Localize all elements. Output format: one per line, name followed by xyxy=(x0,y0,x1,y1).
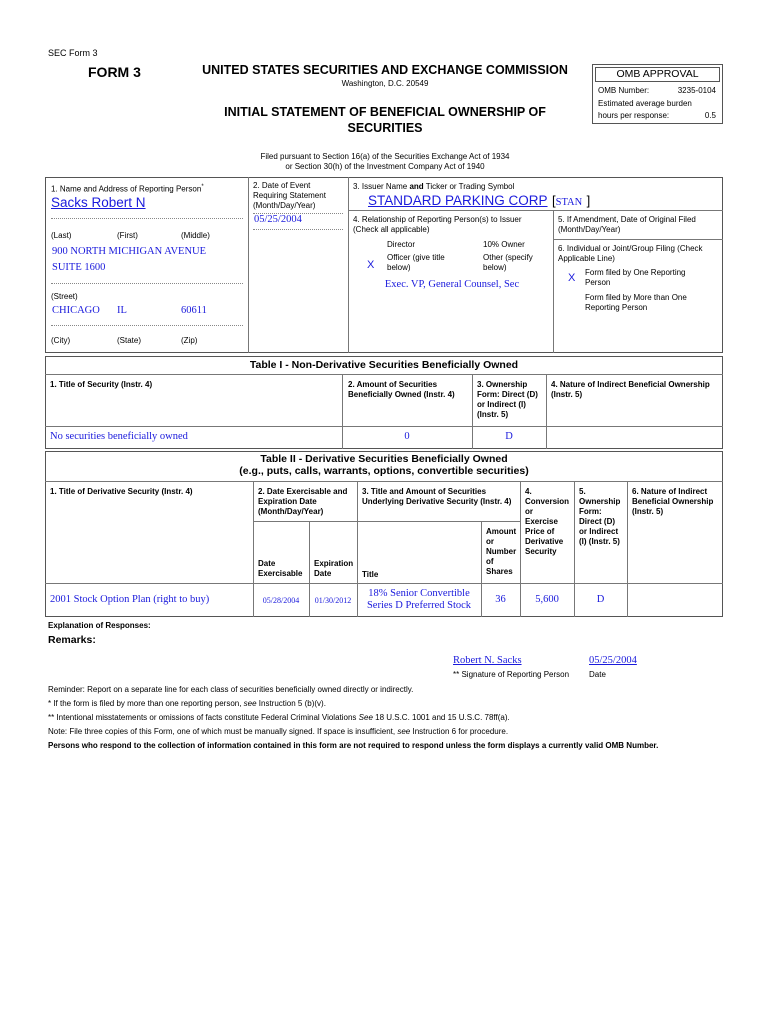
reporting-person-label: 1. Name and Address of Reporting Person* xyxy=(51,184,204,194)
table-1-col-nature: 4. Nature of Indirect Beneficial Ownership (Instr. 5) xyxy=(551,380,710,399)
table-2-col-title: 1. Title of Derivative Security (Instr. 4) xyxy=(50,487,193,496)
reporting-person-name[interactable]: Sacks Robert N xyxy=(51,195,146,210)
reminder-note: Reminder: Report on a separate line for each class of securities beneficially owned directly or indirectly. xyxy=(48,685,414,694)
more-persons-option: Form filed by More than One Reporting Person xyxy=(585,293,687,312)
city-value: CHICAGO xyxy=(52,305,100,316)
table-2-row-expiration: 01/30/2012 xyxy=(314,596,352,605)
table-2-title: Table II - Derivative Securities Beneficially Owned xyxy=(260,453,508,465)
explanation-label: Explanation of Responses: xyxy=(48,621,151,630)
table-2-col-underlying: 3. Title and Amount of Securities Underlying Derivative Security (Instr. 4) xyxy=(362,487,512,506)
amendment-label: 5. If Amendment, Date of Original Filed (Month/Day/Year) xyxy=(558,215,696,234)
middle-label: (Middle) xyxy=(181,231,210,240)
state-value: IL xyxy=(117,305,127,316)
omb-burden-label: Estimated average burden xyxy=(598,99,692,108)
relationship-label: 4. Relationship of Reporting Person(s) to Issuer (Check all applicable) xyxy=(353,215,522,234)
table-2-subtitle: (e.g., puts, calls, warrants, options, convertible securities) xyxy=(239,465,529,477)
omb-hours-value: 0.5 xyxy=(704,111,716,120)
omb-approval-title: OMB APPROVAL xyxy=(595,67,720,82)
signer-name[interactable]: Robert N. Sacks xyxy=(453,655,522,666)
table-2-col-underlying-amount: Amount or Number of Shares xyxy=(486,527,517,576)
ten-percent-option: 10% Owner xyxy=(483,240,525,249)
remarks-label: Remarks: xyxy=(48,634,96,646)
table-1-col-amount: 2. Amount of Securities Beneficially Owned (Instr. 4) xyxy=(348,380,455,399)
footnote-single-asterisk: * If the form is filed by more than one reporting person, see Instruction 5 (b)(v). xyxy=(48,699,326,708)
omb-number-value: 3235-0104 xyxy=(677,86,716,95)
signature-date: 05/25/2004 xyxy=(589,655,637,666)
table-2-row-date-exercisable: 05/28/2004 xyxy=(262,596,300,605)
form-number: FORM 3 xyxy=(88,64,141,80)
officer-option: Officer (give title below) xyxy=(387,253,445,272)
omb-hours-label: hours per response: xyxy=(598,111,670,120)
statement-title: INITIAL STATEMENT OF BENEFICIAL OWNERSHIP OF SECURITIES xyxy=(224,105,546,135)
event-date-value: 05/25/2004 xyxy=(254,214,302,225)
table-2-col-date-exercisable: Date Exercisable xyxy=(258,559,303,578)
date-label: Date xyxy=(589,670,606,679)
table-2-col-dates: 2. Date Exercisable and Expiration Date (Month/Day/Year) xyxy=(258,487,348,516)
table-1-col-title: 1. Title of Security (Instr. 4) xyxy=(50,380,153,389)
table-1-row-title: No securities beneficially owned xyxy=(50,431,188,442)
commission-location: Washington, D.C. 20549 xyxy=(341,79,429,88)
table-1-row-form: D xyxy=(505,431,513,442)
issuer-label: 3. Issuer Name and Ticker or Trading Symbol xyxy=(353,182,515,191)
commission-title: UNITED STATES SECURITIES AND EXCHANGE COMMISSION xyxy=(202,63,568,77)
table-1-col-ownership: 3. Ownership Form: Direct (D) or Indirect (I) (Instr. 5) xyxy=(477,380,538,419)
event-date-label: 2. Date of Event Requiring Statement (Month/Day/Year) xyxy=(253,181,326,210)
table-1-row-amount: 0 xyxy=(404,431,410,442)
table-2-col-conversion: 4. Conversion or Exercise Price of Derivative Security xyxy=(525,487,570,556)
first-label: (First) xyxy=(117,231,138,240)
last-label: (Last) xyxy=(51,231,72,240)
zip-label: (Zip) xyxy=(181,336,198,345)
other-option: Other (specify below) xyxy=(483,253,533,272)
filed-pursuant: Filed pursuant to Section 16(a) of the Securities Exchange Act of 1934 or Section 30(h) of the Investment Company Act of 1940 xyxy=(260,152,510,171)
omb-number-label: OMB Number: xyxy=(598,86,650,95)
signature-label: ** Signature of Reporting Person xyxy=(453,670,570,679)
sec-form-label: SEC Form 3 xyxy=(48,48,98,58)
table-2-row-title: 2001 Stock Option Plan (right to buy) xyxy=(50,594,210,605)
issuer-ticker: STAN xyxy=(555,197,583,208)
issuer-name[interactable]: STANDARD PARKING CORP xyxy=(368,193,548,208)
street-line-2: SUITE 1600 xyxy=(52,262,106,273)
officer-check-mark: X xyxy=(367,259,375,271)
city-label: (City) xyxy=(51,336,71,345)
one-person-check-mark: X xyxy=(568,272,576,284)
filing-note: Note: File three copies of this Form, one of which must be manually signed. If space is insufficient, see Instruction 6 for procedure. xyxy=(48,727,509,736)
table-2-row-underlying: 18% Senior Convertible Series D Preferred Stock xyxy=(366,588,472,611)
table-2-row-price: 5,600 xyxy=(535,594,559,605)
table-2-col-ownership: 5. Ownership Form: Direct (D) or Indirect (I) (Instr. 5) xyxy=(579,487,621,546)
street-label: (Street) xyxy=(51,292,78,301)
omb-notice: Persons who respond to the collection of information contained in this form are not required to respond unless the form displays a currently valid OMB Number. xyxy=(48,741,659,750)
director-option: Director xyxy=(387,240,416,249)
table-2-col-expiration: Expiration Date xyxy=(314,559,354,578)
table-1-title: Table I - Non-Derivative Securities Beneficially Owned xyxy=(249,359,519,371)
officer-title: Exec. VP, General Counsel, Sec xyxy=(384,279,520,290)
footnote-double-asterisk: ** Intentional misstatements or omissions of facts constitute Federal Criminal Violations See 18 U.S.C. 1001 and 15 U.S.C. 78ff(a). xyxy=(48,713,510,722)
issuer-name-line: STANDARD PARKING CORP [STAN ] xyxy=(368,193,591,208)
state-label: (State) xyxy=(117,336,142,345)
zip-value: 60611 xyxy=(181,305,207,316)
one-person-option: Form filed by One Reporting Person xyxy=(585,268,686,287)
table-2-col-underlying-title: Title xyxy=(362,570,379,579)
table-2-row-form: D xyxy=(596,594,605,605)
omb-approval-box xyxy=(592,64,723,124)
street-line-1: 900 NORTH MICHIGAN AVENUE xyxy=(52,246,207,257)
table-2-row-amount: 36 xyxy=(495,594,506,605)
filing-label: 6. Individual or Joint/Group Filing (Check Applicable Line) xyxy=(558,244,703,263)
table-2-col-nature: 6. Nature of Indirect Beneficial Ownership (Instr. 5) xyxy=(632,487,714,516)
